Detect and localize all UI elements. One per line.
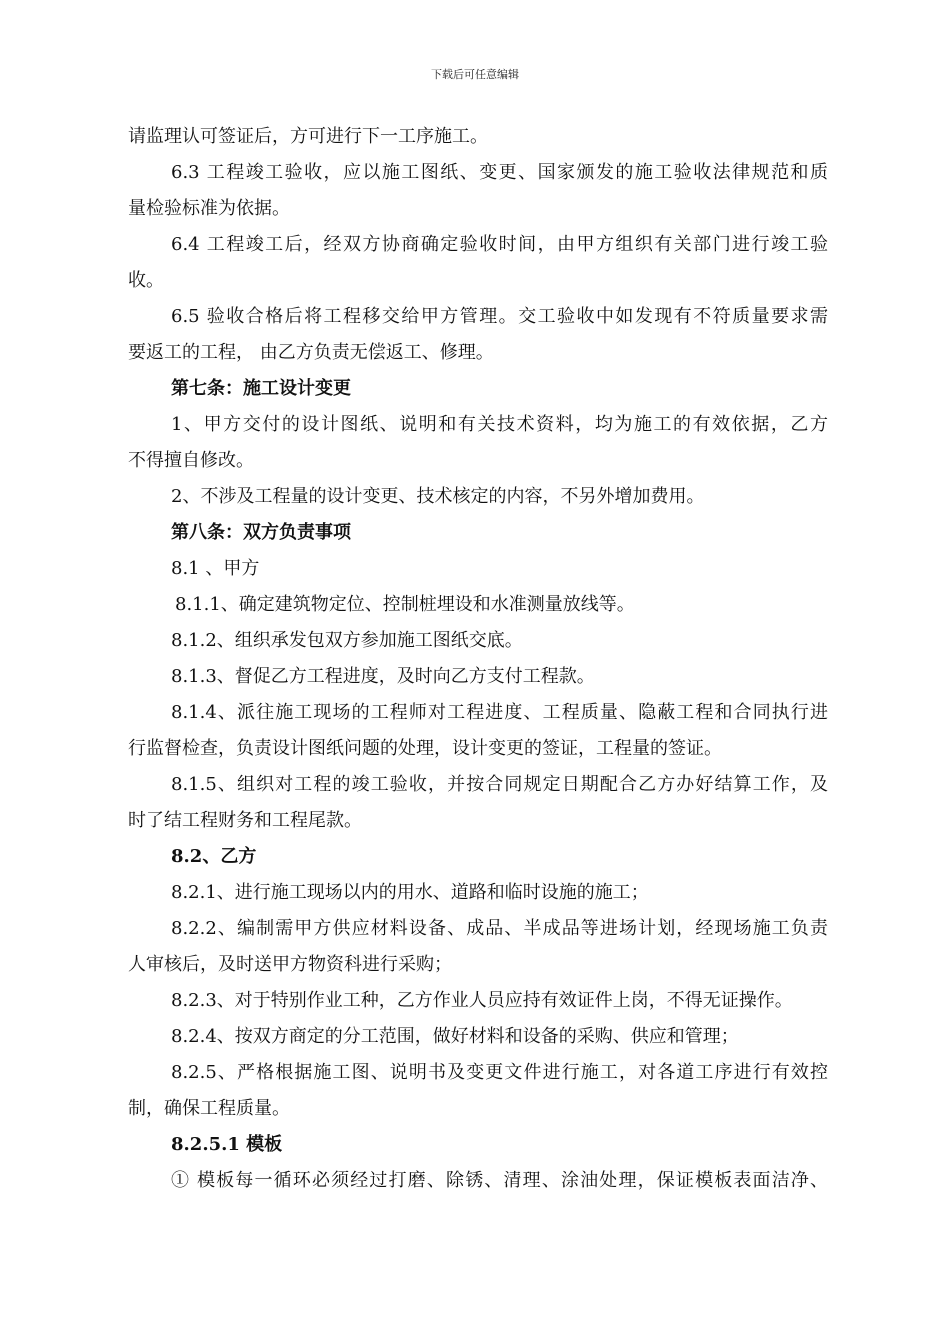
text-line: 8.2.3、对于特别作业工种，乙方作业人员应持有效证件上岗，不得无证操作。 (171, 990, 793, 1011)
subsection-heading: 8.2.5.1 模板 (171, 1134, 283, 1155)
text-line: 制，确保工程质量。 (128, 1098, 290, 1119)
text-line: 6.4 工程竣工后，经双方协商确定验收时间，由甲方组织有关部门进行竣工验 (171, 234, 828, 255)
text-line: 6.3 工程竣工验收，应以施工图纸、变更、国家颁发的施工验收法律规范和质 (171, 162, 828, 183)
text-line: 8.2.5、严格根据施工图、说明书及变更文件进行施工，对各道工序进行有效控 (171, 1062, 828, 1083)
text-line: 2、不涉及工程量的设计变更、技术核定的内容，不另外增加费用。 (171, 486, 705, 507)
text-line: ① 模板每一循环必须经过打磨、除锈、清理、涂油处理，保证模板表面洁净、 (171, 1170, 828, 1191)
text-line: 8.2.4、按双方商定的分工范围，做好材料和设备的采购、供应和管理； (171, 1026, 739, 1047)
text-line: 要返工的工程， 由乙方负责无偿返工、修理。 (128, 342, 494, 363)
subsection-heading: 8.2、乙方 (171, 846, 257, 867)
text-line: 量检验标准为依据。 (128, 198, 290, 219)
text-line: 6.5 验收合格后将工程移交给甲方管理。交工验收中如发现有不符质量要求需 (171, 306, 828, 327)
text-line: 8.1.4、派往施工现场的工程师对工程进度、工程质量、隐蔽工程和合同执行进 (171, 702, 828, 723)
text-line: 1、甲方交付的设计图纸、说明和有关技术资料，均为施工的有效依据，乙方 (171, 414, 828, 435)
section-heading: 第八条：双方负责事项 (171, 522, 351, 543)
text-line: 8.1.2、组织承发包双方参加施工图纸交底。 (171, 630, 523, 651)
text-line: 时了结工程财务和工程尾款。 (128, 810, 362, 831)
text-line: 8.2.1、进行施工现场以内的用水、道路和临时设施的施工； (171, 882, 649, 903)
text-line: 8.1.3、督促乙方工程进度，及时向乙方支付工程款。 (171, 666, 595, 687)
page-header: 下载后可任意编辑 (431, 68, 519, 81)
text-line: 不得擅自修改。 (128, 450, 254, 471)
text-line: 请监理认可签证后，方可进行下一工序施工。 (128, 126, 488, 147)
text-line: 行监督检查，负责设计图纸问题的处理，设计变更的签证，工程量的签证。 (128, 738, 722, 759)
text-line: 人审核后，及时送甲方物资科进行采购； (128, 954, 452, 975)
subsection-heading: 8.1 、甲方 (171, 558, 260, 579)
text-line: 8.1.5、组织对工程的竣工验收，并按合同规定日期配合乙方办好结算工作，及 (171, 774, 828, 795)
text-line: 8.2.2、编制需甲方供应材料设备、成品、半成品等进场计划，经现场施工负责 (171, 918, 828, 939)
text-line: 8.1.1、确定建筑物定位、控制桩埋设和水准测量放线等。 (175, 594, 635, 615)
text-line: 收。 (128, 270, 164, 291)
section-heading: 第七条：施工设计变更 (171, 378, 351, 399)
